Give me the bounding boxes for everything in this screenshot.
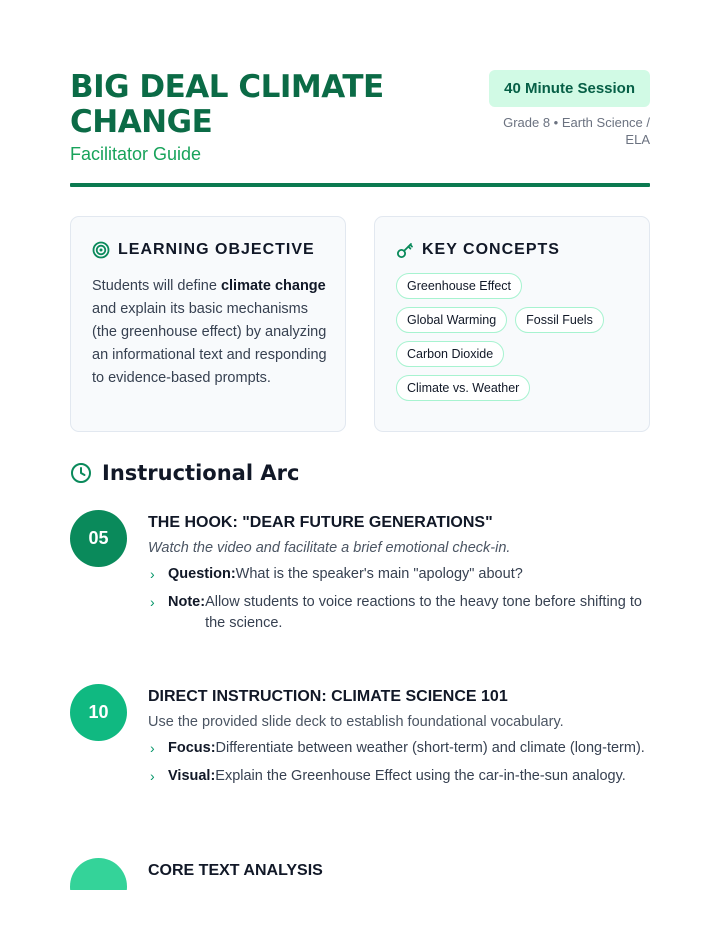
bullet-key: Note: bbox=[168, 594, 206, 610]
list-item bbox=[148, 766, 648, 787]
list-item bbox=[148, 592, 648, 634]
key-concepts-heading: KEY CONCEPTS bbox=[422, 241, 560, 258]
target-icon bbox=[92, 241, 110, 259]
concept-chip: Climate vs. Weather bbox=[396, 375, 530, 401]
learning-objective-text bbox=[92, 275, 332, 390]
key-concepts-header bbox=[396, 241, 560, 259]
concept-chip-list bbox=[396, 273, 636, 401]
learning-objective-card bbox=[70, 216, 346, 432]
learning-objective-heading: LEARNING OBJECTIVE bbox=[118, 241, 315, 258]
grade-subject-label: Grade 8 • Earth Science / ELA bbox=[503, 115, 650, 147]
step-bullet-list bbox=[148, 564, 648, 634]
session-length-badge: 40 Minute Session bbox=[489, 70, 650, 107]
objective-keyword: climate change bbox=[220, 278, 326, 294]
step-title: DIRECT INSTRUCTION: CLIMATE SCIENCE 101 bbox=[148, 688, 508, 705]
chevron-right-icon: › bbox=[150, 768, 155, 784]
step-body bbox=[148, 688, 648, 794]
bullet-key: Visual: bbox=[168, 768, 216, 784]
chevron-right-icon: › bbox=[150, 740, 155, 756]
bullet-text: Allow students to voice reactions to the heavy tone before shifting to the science. bbox=[205, 594, 642, 631]
step-description: Use the provided slide deck to establish foundational vocabulary. bbox=[148, 714, 564, 730]
chevron-right-icon: › bbox=[150, 594, 155, 610]
page-subtitle: Facilitator Guide bbox=[70, 144, 202, 164]
concept-chip: Global Warming bbox=[396, 307, 507, 333]
bullet-text: Differentiate between weather (short-term) and climate (long-term). bbox=[215, 740, 645, 756]
clock-icon bbox=[70, 462, 92, 484]
step-title: CORE TEXT ANALYSIS bbox=[148, 862, 323, 879]
chevron-right-icon: › bbox=[150, 566, 155, 582]
page-header bbox=[70, 70, 650, 165]
step-minutes-badge: 10 bbox=[70, 684, 127, 741]
list-item bbox=[148, 738, 648, 759]
step-body bbox=[148, 862, 648, 880]
page-title: BIG DEAL CLIMATE CHANGE bbox=[70, 69, 384, 140]
instructional-arc-heading: Instructional Arc bbox=[102, 461, 300, 485]
step-bullet-list bbox=[148, 738, 648, 787]
step-title: THE HOOK: "DEAR FUTURE GENERATIONS" bbox=[148, 514, 493, 531]
learning-objective-header bbox=[92, 241, 315, 259]
concept-chip: Greenhouse Effect bbox=[396, 273, 522, 299]
concept-chip: Fossil Fuels bbox=[515, 307, 604, 333]
bullet-text: Explain the Greenhouse Effect using the car-in-the-sun analogy. bbox=[215, 768, 626, 784]
step-body bbox=[148, 514, 648, 641]
key-concepts-card bbox=[374, 216, 650, 432]
key-icon bbox=[396, 241, 414, 259]
bullet-text: What is the speaker's main "apology" about? bbox=[235, 566, 523, 582]
objective-text-part: Students will define bbox=[92, 278, 221, 294]
concept-chip: Carbon Dioxide bbox=[396, 341, 504, 367]
instructional-arc-header bbox=[70, 461, 299, 485]
bullet-key: Focus: bbox=[168, 740, 216, 756]
list-item bbox=[148, 564, 648, 585]
step-description: Watch the video and facilitate a brief emotional check-in. bbox=[148, 540, 511, 556]
objective-text-part: and explain its basic mechanisms (the greenhouse effect) by analyzing an informational text and responding to evidence-based prompts. bbox=[92, 301, 327, 386]
header-divider bbox=[70, 183, 650, 187]
step-minutes-badge: 05 bbox=[70, 510, 127, 567]
step-minutes-badge bbox=[70, 858, 127, 890]
bullet-key: Question: bbox=[168, 566, 236, 582]
